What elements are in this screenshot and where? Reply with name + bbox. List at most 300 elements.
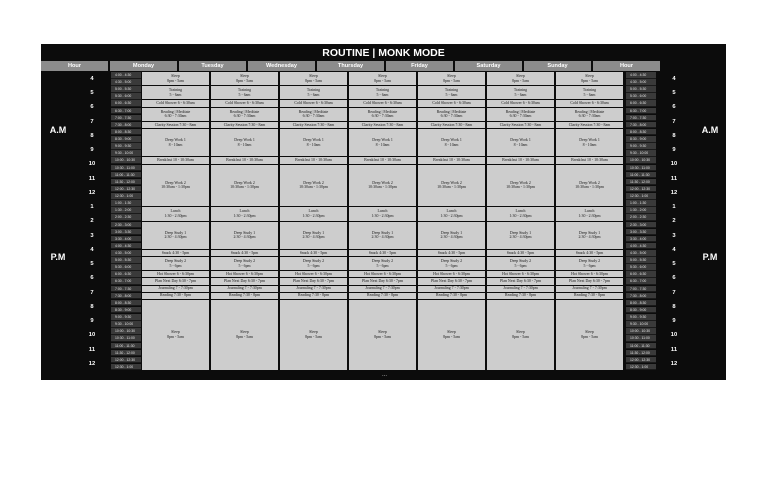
activity-text: Deep Work 1 [234,138,255,143]
activity-block[interactable] [142,286,209,293]
activity-block[interactable] [487,278,554,285]
hour-label-left: 10 [88,161,96,168]
activity-text: Deep Work 2 [441,180,462,185]
activity-block[interactable] [142,157,209,164]
activity-block[interactable] [349,286,416,293]
activity-text: Clarity Session 7:30 - 8am [154,122,197,127]
activity-block[interactable] [487,86,554,100]
activity-block[interactable] [556,278,623,285]
sheet-title: ROUTINE | MONK MODE [322,47,445,59]
activity-block[interactable] [280,271,347,278]
time-slot-right: 5:00 - 5:30 [626,257,656,264]
activity-block[interactable] [556,165,623,208]
activity-block[interactable] [349,108,416,122]
activity-text: Lunch [377,209,388,214]
hour-label-right: 12 [670,360,678,367]
activity-block[interactable] [556,257,623,271]
activity-block[interactable] [211,222,278,250]
activity-block[interactable] [487,257,554,271]
activity-block[interactable] [556,122,623,129]
activity-block[interactable] [418,293,485,300]
hour-label-left: 4 [90,76,94,82]
activity-block[interactable] [211,278,278,285]
hour-label-right: 2 [672,218,676,225]
activity-block[interactable] [556,108,623,122]
activity-block[interactable] [142,86,209,100]
time-slot-left: 7:00 - 7:30 [111,286,141,293]
activity-text: 8pm - 5am [167,78,184,83]
hour-label-left: 1 [90,204,94,211]
hour-label-right: 8 [672,132,676,139]
activity-text: Reading 7:30 - 8pm [366,293,398,298]
activity-block[interactable] [211,108,278,122]
time-slot-right: 10:00 - 10:30 [626,157,656,164]
time-slot-left: 7:30 - 8:00 [111,293,141,300]
time-slot-right: 6:30 - 7:00 [626,108,656,115]
time-slot-right: 3:30 - 4:00 [626,236,656,243]
time-slot-right: 7:30 - 8:00 [626,293,656,300]
time-slot-left: 6:00 - 6:30 [111,271,141,278]
time-slot-left: 12:00 - 12:30 [111,357,141,364]
activity-block[interactable] [280,86,347,100]
activity-text: Reading 7:30 - 8pm [573,293,605,298]
time-slot-left: 4:30 - 5:00 [111,250,141,257]
activity-text: 10:30am - 1:30pm [506,185,535,190]
activity-block[interactable] [142,129,209,157]
activity-text: Training [375,88,390,93]
activity-block[interactable] [349,129,416,157]
activity-block[interactable] [142,222,209,250]
activity-text: 10:30am - 1:30pm [437,185,466,190]
activity-block[interactable] [211,300,278,371]
activity-block[interactable] [349,86,416,100]
activity-block[interactable] [487,122,554,129]
activity-block[interactable] [280,129,347,157]
activity-text: Lunch [515,209,526,214]
activity-text: 10:30am - 1:30pm [161,185,190,190]
activity-text: Deep Study 1 [164,230,187,235]
activity-text: Cold Shower 6 - 6:30am [294,101,333,106]
activity-block[interactable] [556,293,623,300]
header-day-sunday: Sunday [524,61,592,71]
hour-label-left: 11 [88,346,96,353]
activity-block[interactable] [556,300,623,371]
header-day-saturday: Saturday [455,61,523,71]
activity-block[interactable] [211,271,278,278]
activity-text: Snack 4:30 - 5pm [506,250,535,255]
activity-block[interactable] [211,122,278,129]
activity-block[interactable] [349,122,416,129]
activity-block[interactable] [418,257,485,271]
activity-text: Cold Shower 6 - 6:30am [225,101,264,106]
time-slot-left: 6:30 - 7:00 [111,278,141,285]
activity-block[interactable] [487,72,554,86]
activity-block[interactable] [556,129,623,157]
activity-text: Reading | Meditate [505,109,536,114]
activity-text: Snack 4:30 - 5pm [299,250,328,255]
time-slot-right: 1:30 - 2:00 [626,207,656,214]
activity-text: Plan Next Day 6:30 - 7pm [431,279,472,284]
header-day-tuesday: Tuesday [179,61,247,71]
activity-text: 10:30am - 1:30pm [230,185,259,190]
activity-block[interactable] [280,250,347,257]
activity-block[interactable] [487,157,554,164]
activity-text: 5 - 6pm [238,263,251,268]
activity-text: 8 - 10am [237,142,252,147]
activity-text: 5 - 6pm [376,263,389,268]
activity-text: Deep Work 2 [372,180,393,185]
time-slot-left: 12:00 - 12:30 [111,186,141,193]
activity-text: Journaling 7 - 7:30pm [158,286,193,291]
activity-block[interactable] [349,250,416,257]
activity-block[interactable] [487,129,554,157]
activity-block[interactable] [556,100,623,107]
hour-label-left: 6 [90,275,94,282]
time-slot-right: 8:00 - 8:30 [626,300,656,307]
activity-text: 8 - 10am [306,142,321,147]
activity-text: Sleep [309,74,318,79]
time-slot-left: 3:00 - 3:30 [111,229,141,236]
activity-block[interactable] [487,271,554,278]
activity-block[interactable] [280,122,347,129]
activity-block[interactable] [142,250,209,257]
activity-block[interactable] [349,257,416,271]
hour-label-right: 11 [670,175,678,182]
hour-label-right: 9 [672,318,676,325]
time-slot-left: 5:30 - 6:00 [111,93,141,100]
hour-label-left: 6 [90,104,94,111]
activity-text: Deep Work 1 [441,138,462,143]
activity-block[interactable] [349,207,416,221]
activity-block[interactable] [418,278,485,285]
time-slot-right: 11:00 - 11:30 [626,172,656,179]
activity-text: 8pm - 5am [167,334,184,339]
activity-text: Reading 7:30 - 8pm [435,293,467,298]
activity-block[interactable] [349,278,416,285]
activity-text: Reading | Meditate [298,109,329,114]
activity-text: Deep Work 1 [303,138,324,143]
activity-text: 5 - 6pm [514,263,527,268]
activity-text: Reading 7:30 - 8pm [297,293,329,298]
activity-text: Sleep [447,330,456,335]
activity-block[interactable] [418,86,485,100]
activity-text: 10:30am - 1:30pm [299,185,328,190]
activity-text: 8pm - 5am [236,334,253,339]
activity-block[interactable] [487,286,554,293]
day-column-monday [142,72,210,371]
time-slot-left: 10:30 - 11:00 [111,335,141,342]
activity-text: 2:30 - 4:30pm [509,235,532,240]
activity-block[interactable] [349,157,416,164]
time-slot-right: 12:30 - 1:00 [626,364,656,371]
activity-text: Deep Study 2 [509,259,532,264]
activity-block[interactable] [211,72,278,86]
activity-text: 1:30 - 2:30pm [440,213,463,218]
activity-text: Hot Shower 6 - 6:30pm [157,272,194,277]
activity-block[interactable] [280,222,347,250]
time-slot-right: 5:00 - 5:30 [626,86,656,93]
activity-block[interactable] [349,72,416,86]
activity-block[interactable] [211,165,278,208]
hour-label-right: 6 [672,275,676,282]
header-hour-right: Hour [593,61,661,71]
activity-text: 2:30 - 4:30pm [371,235,394,240]
activity-block[interactable] [556,157,623,164]
activity-block[interactable] [280,72,347,86]
day-column-friday [418,72,486,371]
activity-block[interactable] [280,293,347,300]
activity-block[interactable] [487,293,554,300]
activity-block[interactable] [487,300,554,371]
time-slot-right: 11:30 - 12:00 [626,350,656,357]
activity-block[interactable] [418,122,485,129]
activity-text: Reading 7:30 - 8pm [159,293,191,298]
activity-block[interactable] [487,222,554,250]
activity-text: Training [306,88,321,93]
activity-block[interactable] [211,157,278,164]
activity-block[interactable] [280,108,347,122]
activity-block[interactable] [418,300,485,371]
activity-text: Reading | Meditate [574,109,605,114]
activity-block[interactable] [487,100,554,107]
time-slot-left: 11:30 - 12:00 [111,179,141,186]
activity-text: 1:30 - 2:30pm [233,213,256,218]
time-slot-left: 5:00 - 5:30 [111,86,141,93]
activity-text: Journaling 7 - 7:30pm [296,286,331,291]
activity-text: 5 - 6am [514,92,527,97]
activity-block[interactable] [556,86,623,100]
activity-text: Sleep [516,330,525,335]
activity-block[interactable] [211,207,278,221]
time-slot-right: 7:30 - 8:00 [626,122,656,129]
time-slot-left: 9:00 - 9:30 [111,143,141,150]
activity-block[interactable] [280,300,347,371]
activity-text: Reading | Meditate [229,109,260,114]
hour-label-left: 11 [88,175,96,182]
activity-text: Sleep [447,74,456,79]
time-slot-left: 9:30 - 10:00 [111,321,141,328]
activity-text: Deep Study 2 [233,259,256,264]
activity-block[interactable] [211,86,278,100]
activity-block[interactable] [418,286,485,293]
hour-label-left: 9 [90,147,94,154]
activity-block[interactable] [487,165,554,208]
activity-block[interactable] [142,257,209,271]
activity-text: Sleep [585,330,594,335]
activity-block[interactable] [349,165,416,208]
time-slot-left: 2:30 - 3:00 [111,222,141,229]
activity-text: 6:30 - 7:30am [371,114,394,119]
activity-text: Deep Work 1 [579,138,600,143]
time-slot-right: 2:00 - 2:30 [626,214,656,221]
footer-mark: ... [382,372,388,378]
activity-block[interactable] [487,207,554,221]
activity-text: Sleep [516,74,525,79]
activity-block[interactable] [280,207,347,221]
activity-block[interactable] [556,222,623,250]
activity-block[interactable] [418,157,485,164]
activity-text: 1:30 - 2:30pm [578,213,601,218]
time-slot-right: 10:00 - 10:30 [626,328,656,335]
activity-text: Clarity Session 7:30 - 8am [568,122,611,127]
time-slot-right: 12:30 - 1:00 [626,193,656,200]
activity-block[interactable] [142,300,209,371]
activity-text: Clarity Session 7:30 - 8am [361,122,404,127]
activity-block[interactable] [142,278,209,285]
hour-label-left: 4 [90,246,94,253]
hour-label-left: 2 [90,218,94,225]
time-slot-left: 3:30 - 4:00 [111,236,141,243]
activity-text: Training [444,88,459,93]
activity-text: 5 - 6pm [445,263,458,268]
activity-text: 6:30 - 7:30am [302,114,325,119]
activity-text: Sleep [378,74,387,79]
activity-block[interactable] [556,207,623,221]
activity-block[interactable] [556,286,623,293]
activity-block[interactable] [280,286,347,293]
header-day-thursday: Thursday [317,61,385,71]
activity-text: Deep Study 1 [509,230,532,235]
time-slot-left: 12:30 - 1:00 [111,364,141,371]
activity-block[interactable] [142,72,209,86]
activity-text: 1:30 - 2:30pm [509,213,532,218]
activity-block[interactable] [418,271,485,278]
activity-block[interactable] [487,108,554,122]
time-slot-left: 4:00 - 4:30 [111,72,141,79]
activity-text: Clarity Session 7:30 - 8am [292,122,335,127]
activity-block[interactable] [349,300,416,371]
activity-block[interactable] [418,108,485,122]
activity-text: 8pm - 5am [443,334,460,339]
activity-text: Deep Study 2 [164,259,187,264]
activity-text: 6:30 - 7:30am [440,114,463,119]
activity-block[interactable] [556,72,623,86]
hour-label-left: 5 [90,90,94,97]
activity-text: Cold Shower 6 - 6:30am [432,101,471,106]
activity-text: Deep Study 2 [302,259,325,264]
activity-block[interactable] [142,293,209,300]
activity-block[interactable] [211,129,278,157]
hour-label-left: 12 [88,189,96,196]
activity-text: 5 - 6am [376,92,389,97]
hour-label-right: 11 [670,346,678,353]
activity-block[interactable] [349,100,416,107]
activity-text: Deep Work 2 [510,180,531,185]
activity-text: Deep Study 1 [371,230,394,235]
hour-label-left: 8 [90,303,94,310]
activity-block[interactable] [142,271,209,278]
hour-label-right: 4 [672,246,676,253]
activity-text: Lunch [239,209,250,214]
activity-block[interactable] [211,250,278,257]
activity-text: 2:30 - 4:30pm [164,235,187,240]
day-column-sunday [556,72,624,371]
activity-text: Plan Next Day 6:30 - 7pm [569,279,610,284]
time-slot-left: 8:00 - 8:30 [111,300,141,307]
time-slot-left: 8:30 - 9:00 [111,136,141,143]
activity-block[interactable] [142,108,209,122]
activity-text: Hot Shower 6 - 6:30pm [502,272,539,277]
activity-block[interactable] [556,271,623,278]
activity-text: Breakfast 10 - 10:30am [433,158,470,163]
activity-block[interactable] [280,100,347,107]
time-slot-left: 10:30 - 11:00 [111,165,141,172]
activity-block[interactable] [280,278,347,285]
time-slot-left: 9:30 - 10:00 [111,150,141,157]
hour-label-right: 7 [672,118,676,125]
time-slot-right: 5:30 - 6:00 [626,264,656,271]
activity-text: 8 - 10am [444,142,459,147]
activity-block[interactable] [280,157,347,164]
activity-block[interactable] [211,257,278,271]
activity-text: Breakfast 10 - 10:30am [295,158,332,163]
time-slot-left: 1:00 - 1:30 [111,200,141,207]
activity-text: Journaling 7 - 7:30pm [434,286,469,291]
activity-text: 10:30am - 1:30pm [575,185,604,190]
time-slot-left: 10:00 - 10:30 [111,157,141,164]
time-slot-right: 4:30 - 5:00 [626,79,656,86]
activity-block[interactable] [418,222,485,250]
time-slot-left: 7:30 - 8:00 [111,122,141,129]
activity-text: 8pm - 5am [443,78,460,83]
activity-block[interactable] [349,271,416,278]
hour-label-right: 10 [670,332,678,339]
activity-text: 2:30 - 4:30pm [233,235,256,240]
activity-block[interactable] [142,100,209,107]
day-column-thursday [349,72,417,371]
time-slot-right: 12:00 - 12:30 [626,357,656,364]
activity-text: Hot Shower 6 - 6:30pm [226,272,263,277]
activity-block[interactable] [211,293,278,300]
activity-block[interactable] [556,250,623,257]
activity-block[interactable] [349,222,416,250]
activity-block[interactable] [280,165,347,208]
hour-label-right: 6 [672,104,676,111]
hour-label-right: 10 [670,161,678,168]
activity-block[interactable] [142,207,209,221]
hour-label-right: 4 [672,76,676,82]
activity-block[interactable] [211,286,278,293]
activity-block[interactable] [418,207,485,221]
activity-text: Deep Study 2 [440,259,463,264]
activity-block[interactable] [418,100,485,107]
time-slot-right: 9:30 - 10:00 [626,150,656,157]
activity-text: Journaling 7 - 7:30pm [365,286,400,291]
activity-block[interactable] [418,72,485,86]
activity-block[interactable] [349,293,416,300]
activity-block[interactable] [487,250,554,257]
time-slot-left: 8:00 - 8:30 [111,129,141,136]
activity-block[interactable] [142,122,209,129]
day-column-tuesday [211,72,279,371]
activity-block[interactable] [142,165,209,208]
hour-label-right: 5 [672,261,676,268]
activity-block[interactable] [418,250,485,257]
activity-text: Lunch [446,209,457,214]
activity-text: Hot Shower 6 - 6:30pm [433,272,470,277]
activity-text: Sleep [309,330,318,335]
activity-block[interactable] [280,257,347,271]
activity-text: 2:30 - 4:30pm [578,235,601,240]
header-hour-left: Hour [41,61,109,71]
header-row [41,61,661,72]
activity-text: Deep Study 1 [578,230,601,235]
activity-block[interactable] [418,129,485,157]
activity-block[interactable] [211,100,278,107]
activity-text: 5 - 6am [169,92,182,97]
time-slot-right: 1:00 - 1:30 [626,200,656,207]
activity-block[interactable] [418,165,485,208]
